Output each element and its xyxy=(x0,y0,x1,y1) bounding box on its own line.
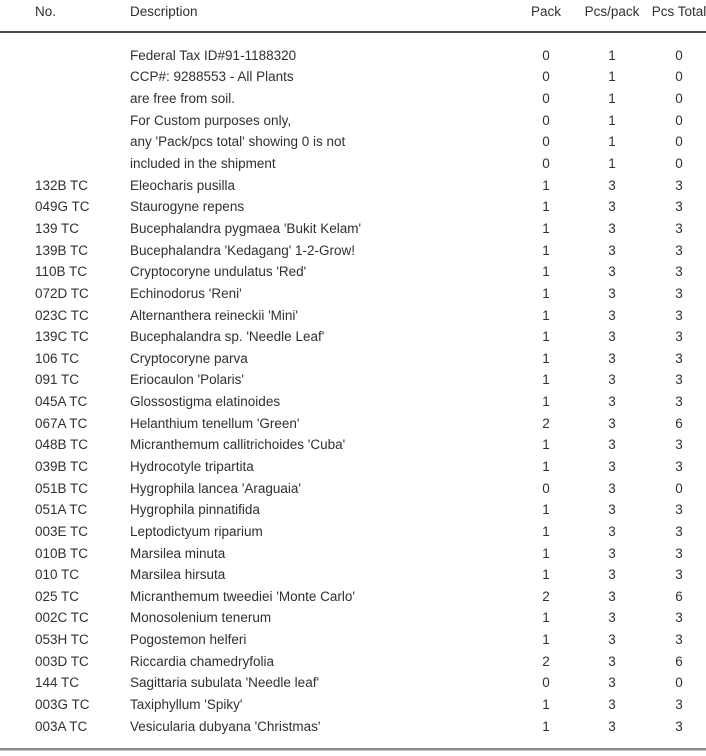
row-pcs-total: 3 xyxy=(675,285,683,301)
row-pack: 2 xyxy=(542,415,550,431)
row-no: 048B TC xyxy=(35,437,89,453)
table-row xyxy=(0,196,706,218)
column-header-no: No. xyxy=(35,4,57,19)
row-no: 067A TC xyxy=(35,415,88,431)
row-description: Hygrophila pinnatifida xyxy=(130,502,260,518)
table-row xyxy=(0,456,706,478)
row-pack: 0 xyxy=(542,91,550,107)
table-row xyxy=(0,88,706,110)
row-pack: 0 xyxy=(542,156,550,172)
row-pcs-total: 0 xyxy=(675,69,683,85)
row-pcs-total: 3 xyxy=(675,177,683,193)
row-pcs-per-pack: 3 xyxy=(608,220,616,236)
row-pcs-total: 6 xyxy=(675,415,683,431)
column-header-pcs-total-label: Pcs Total xyxy=(651,4,706,19)
table-row xyxy=(0,305,706,327)
row-description: Bucephalandra sp. 'Needle Leaf' xyxy=(130,329,325,345)
row-pack: 1 xyxy=(542,372,550,388)
column-header-description: Description xyxy=(130,4,198,19)
row-no: 072D TC xyxy=(35,285,89,301)
row-pcs-total: 6 xyxy=(675,653,683,669)
row-pack: 1 xyxy=(542,718,550,734)
row-pcs-per-pack: 3 xyxy=(608,264,616,280)
table-row xyxy=(0,521,706,543)
row-pack: 1 xyxy=(542,567,550,583)
row-no: 010 TC xyxy=(35,567,80,583)
row-pack: 2 xyxy=(542,588,550,604)
row-pcs-per-pack: 3 xyxy=(608,458,616,474)
row-pack: 1 xyxy=(542,632,550,648)
row-pcs-per-pack: 3 xyxy=(608,588,616,604)
row-pcs-per-pack: 1 xyxy=(608,134,616,150)
table-row xyxy=(0,608,706,630)
row-no: 051A TC xyxy=(35,502,88,518)
row-pack: 1 xyxy=(542,220,550,236)
row-description: Marsilea hirsuta xyxy=(130,567,226,583)
table-row xyxy=(0,478,706,500)
row-description: Eleocharis pusilla xyxy=(130,177,236,193)
row-no: 053H TC xyxy=(35,632,89,648)
table-row xyxy=(0,261,706,283)
row-pcs-per-pack: 3 xyxy=(608,653,616,669)
row-description: Micranthemum callitrichoides 'Cuba' xyxy=(130,437,346,453)
table-row xyxy=(0,240,706,262)
row-no: 051B TC xyxy=(35,480,89,496)
row-description: Taxiphyllum 'Spiky' xyxy=(130,697,243,713)
row-description: included in the shipment xyxy=(130,156,276,172)
row-description: Staurogyne repens xyxy=(130,199,245,215)
row-pcs-per-pack: 3 xyxy=(608,480,616,496)
row-pack: 0 xyxy=(542,675,550,691)
row-pcs-total: 3 xyxy=(675,545,683,561)
row-description: Alternanthera reineckii 'Mini' xyxy=(130,307,298,323)
row-pcs-total: 3 xyxy=(675,567,683,583)
row-description: Federal Tax ID#91-1188320 xyxy=(130,47,297,63)
row-no: 002C TC xyxy=(35,610,89,626)
row-pcs-per-pack: 1 xyxy=(608,69,616,85)
row-pack: 0 xyxy=(542,134,550,150)
row-pack: 1 xyxy=(542,610,550,626)
column-header-pcs-per-pack: Pcs/pack xyxy=(584,4,640,19)
row-pcs-total: 3 xyxy=(675,242,683,258)
row-pcs-per-pack: 3 xyxy=(608,697,616,713)
row-pack: 1 xyxy=(542,697,550,713)
row-pcs-total: 3 xyxy=(675,437,683,453)
row-pcs-per-pack: 1 xyxy=(608,156,616,172)
row-pcs-per-pack: 3 xyxy=(608,177,616,193)
row-description: are free from soil. xyxy=(130,91,236,107)
table-row xyxy=(0,132,706,154)
row-description: Glossostigma elatinoides xyxy=(130,394,281,410)
row-pcs-total: 3 xyxy=(675,199,683,215)
row-description: Riccardia chamedryfolia xyxy=(130,653,275,669)
row-pack: 1 xyxy=(542,437,550,453)
row-pcs-total: 0 xyxy=(675,156,683,172)
row-pcs-per-pack: 3 xyxy=(608,242,616,258)
row-pcs-per-pack: 3 xyxy=(608,632,616,648)
row-no: 003A TC xyxy=(35,718,88,734)
table-body xyxy=(0,33,706,738)
table-row xyxy=(0,153,706,175)
row-pcs-total: 3 xyxy=(675,697,683,713)
row-pack: 1 xyxy=(542,307,550,323)
row-description: Helanthium tenellum 'Green' xyxy=(130,415,300,431)
row-no: 003D TC xyxy=(35,653,89,669)
row-pack: 1 xyxy=(542,523,550,539)
table-row xyxy=(0,283,706,305)
row-pcs-total: 6 xyxy=(675,588,683,604)
table-row xyxy=(0,67,706,89)
row-pack: 0 xyxy=(542,47,550,63)
table-row xyxy=(0,499,706,521)
row-description: Marsilea minuta xyxy=(130,545,226,561)
row-pcs-per-pack: 1 xyxy=(608,112,616,128)
row-pcs-total: 3 xyxy=(675,632,683,648)
row-description: any 'Pack/pcs total' showing 0 is not xyxy=(130,134,346,150)
row-no: 106 TC xyxy=(35,350,80,366)
row-description: Sagittaria subulata 'Needle leaf' xyxy=(130,675,320,691)
row-no: 110B TC xyxy=(35,264,88,280)
row-pack: 1 xyxy=(542,264,550,280)
row-pack: 0 xyxy=(542,69,550,85)
row-pcs-per-pack: 3 xyxy=(608,394,616,410)
row-no: 025 TC xyxy=(35,588,80,604)
table-row xyxy=(0,370,706,392)
row-pcs-total: 3 xyxy=(675,610,683,626)
row-pcs-per-pack: 3 xyxy=(608,307,616,323)
row-description: Echinodorus 'Reni' xyxy=(130,285,242,301)
row-pack: 2 xyxy=(542,653,550,669)
table-row xyxy=(0,326,706,348)
row-pcs-total: 3 xyxy=(675,264,683,280)
row-no: 023C TC xyxy=(35,307,89,323)
row-pcs-per-pack: 1 xyxy=(608,91,616,107)
row-pcs-per-pack: 3 xyxy=(608,372,616,388)
row-description: Cryptocoryne undulatus 'Red' xyxy=(130,264,307,280)
row-pcs-per-pack: 3 xyxy=(608,502,616,518)
row-pcs-per-pack: 3 xyxy=(608,329,616,345)
row-pack: 0 xyxy=(542,112,550,128)
row-pcs-total: 0 xyxy=(675,47,683,63)
row-no: 091 TC xyxy=(35,372,80,388)
row-description: For Custom purposes only, xyxy=(130,112,292,128)
row-no: 039B TC xyxy=(35,458,89,474)
row-no: 045A TC xyxy=(35,394,88,410)
row-pack: 1 xyxy=(542,177,550,193)
row-pcs-per-pack: 3 xyxy=(608,350,616,366)
row-description: Pogostemon helferi xyxy=(130,632,247,648)
row-pcs-per-pack: 3 xyxy=(608,285,616,301)
row-pcs-per-pack: 3 xyxy=(608,610,616,626)
row-pack: 1 xyxy=(542,329,550,345)
row-no: 010B TC xyxy=(35,545,89,561)
table-row xyxy=(0,175,706,197)
row-description: Bucephalandra pygmaea 'Bukit Kelam' xyxy=(130,220,362,236)
row-pcs-total: 3 xyxy=(675,329,683,345)
table-row xyxy=(0,694,706,716)
table-row xyxy=(0,45,706,67)
table-row xyxy=(0,673,706,695)
row-no: 049G TC xyxy=(35,199,90,215)
row-description: Monosolenium tenerum xyxy=(130,610,272,626)
row-no: 132B TC xyxy=(35,177,89,193)
row-pcs-total: 0 xyxy=(675,675,683,691)
row-pcs-per-pack: 3 xyxy=(608,567,616,583)
table-row xyxy=(0,543,706,565)
row-no: 139B TC xyxy=(35,242,89,258)
row-description: Vesicularia dubyana 'Christmas' xyxy=(130,718,321,734)
row-no: 144 TC xyxy=(35,675,80,691)
row-pcs-total: 3 xyxy=(675,220,683,236)
row-pcs-total: 3 xyxy=(675,372,683,388)
table-row xyxy=(0,716,706,738)
row-pcs-total: 0 xyxy=(675,112,683,128)
row-pack: 1 xyxy=(542,458,550,474)
row-pcs-total: 0 xyxy=(675,480,683,496)
table-row xyxy=(0,218,706,240)
table-row xyxy=(0,435,706,457)
row-pack: 1 xyxy=(542,199,550,215)
row-pack: 1 xyxy=(542,545,550,561)
row-description: Hydrocotyle tripartita xyxy=(130,458,254,474)
row-pcs-per-pack: 3 xyxy=(608,415,616,431)
row-pcs-total: 0 xyxy=(675,91,683,107)
row-no: 003E TC xyxy=(35,523,89,539)
row-pcs-per-pack: 3 xyxy=(608,199,616,215)
row-pcs-total: 3 xyxy=(675,307,683,323)
row-description: Cryptocoryne parva xyxy=(130,350,248,366)
table-row xyxy=(0,564,706,586)
row-pcs-per-pack: 3 xyxy=(608,437,616,453)
table-row xyxy=(0,586,706,608)
table-row xyxy=(0,391,706,413)
column-header-pack: Pack xyxy=(530,4,561,19)
row-pack: 1 xyxy=(542,285,550,301)
row-pcs-total: 0 xyxy=(675,134,683,150)
row-description: CCP#: 9288553 - All Plants xyxy=(130,69,294,85)
row-description: Micranthemum tweediei 'Monte Carlo' xyxy=(130,588,355,604)
row-pcs-total: 3 xyxy=(675,350,683,366)
row-pcs-per-pack: 3 xyxy=(608,675,616,691)
table-row xyxy=(0,629,706,651)
row-pcs-total: 3 xyxy=(675,718,683,734)
table-row xyxy=(0,651,706,673)
table-row xyxy=(0,348,706,370)
row-pcs-total: 3 xyxy=(675,394,683,410)
row-description: Bucephalandra 'Kedagang' 1-2-Grow! xyxy=(130,242,356,258)
row-no: 139C TC xyxy=(35,329,89,345)
table-row xyxy=(0,110,706,132)
row-description: Eriocaulon 'Polaris' xyxy=(130,372,244,388)
row-pcs-per-pack: 3 xyxy=(608,718,616,734)
row-pack: 1 xyxy=(542,350,550,366)
row-pcs-total: 3 xyxy=(675,502,683,518)
row-pcs-per-pack: 1 xyxy=(608,47,616,63)
row-pcs-total: 3 xyxy=(675,523,683,539)
row-description: Hygrophila lancea 'Araguaia' xyxy=(130,480,302,496)
row-pack: 1 xyxy=(542,242,550,258)
table-header-row xyxy=(0,0,706,33)
row-no: 139 TC xyxy=(35,220,80,236)
footer-rule xyxy=(0,748,706,751)
row-description: Leptodictyum riparium xyxy=(130,523,263,539)
row-pcs-per-pack: 3 xyxy=(608,523,616,539)
row-pack: 1 xyxy=(542,502,550,518)
row-no: 003G TC xyxy=(35,697,90,713)
table-row xyxy=(0,413,706,435)
row-pcs-total: 3 xyxy=(675,458,683,474)
row-pack: 0 xyxy=(542,480,550,496)
row-pack: 1 xyxy=(542,394,550,410)
row-pcs-per-pack: 3 xyxy=(608,545,616,561)
